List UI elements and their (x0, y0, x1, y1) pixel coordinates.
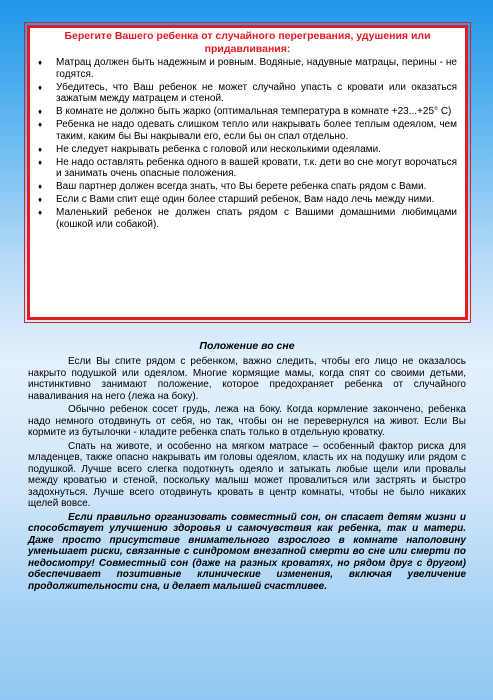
section-title: Положение во сне (199, 340, 295, 352)
list-item (38, 119, 457, 142)
list-item-text: Матрац должен быть надежным и ровным. Водяные, надувные матрацы, перины - не годятся. (56, 57, 457, 80)
warning-list (38, 57, 457, 230)
list-item (38, 106, 457, 118)
list-item (38, 82, 457, 105)
list-item (38, 57, 457, 80)
list-item (38, 157, 457, 180)
paragraph: Спать на животе, и особенно на мягком матрасе – особенный фактор риска для младенцев, также опасно накрывать им головы одеялом, класть их на подушку или рядом с подушкой. Лучше всего слегка подоткнуть одеяло и затыкать любые щели или провалы между кроватью и стеной, поскольку малыш может провалиться или застрять и быстро задохнуться. Лучше всего отодвинуть кровать в центр комнаты, чтобы не было никаких щелей вовсе. (28, 440, 466, 509)
diamond-bullet-icon: ♦ (38, 157, 43, 167)
diamond-bullet-icon: ♦ (38, 58, 43, 67)
list-item-text: Не следует накрывать ребенка с головой или несколькими одеялами. (56, 143, 381, 155)
list-item-text: В комнате не должно быть жарко (оптимальная температура в комнате +23...+25° C) (56, 106, 452, 117)
list-item-text: Ваш партнер должен всегда знать, что Вы берете ребенка спать рядом с Вами. (56, 181, 427, 192)
list-item (38, 181, 457, 193)
warning-title: Берегите Вашего ребенка от случайного перегревания, удушения или придавливания: (64, 30, 431, 55)
diamond-bullet-icon: ♦ (38, 82, 43, 92)
sleep-position-section (28, 340, 466, 594)
diamond-bullet-icon: ♦ (38, 107, 43, 116)
list-item (38, 144, 457, 156)
list-item-text: Не надо оставлять ребенка одного в вашей кровати, т.к. дети во сне могут ворочаться и занимать очень опасные положения. (56, 156, 458, 179)
list-item-text: Маленький ребенок не должен спать рядом с Вашими домашними любимцами (кошкой или собакой). (56, 207, 457, 230)
list-item-text: Ребенка не надо одевать слишком тепло или накрывать более теплым одеялом, чем таким, каким бы Вы накрывали его, если бы он спал отдельно. (56, 119, 457, 142)
list-item-text: Убедитесь, что Ваш ребенок не может случайно упасть с кровати или оказаться зажатым между матрацем и стеной. (56, 81, 457, 104)
diamond-bullet-icon: ♦ (38, 120, 43, 129)
diamond-bullet-icon: ♦ (38, 195, 43, 204)
warning-box (27, 25, 468, 320)
emphasis-paragraph: Если правильно организовать совместный сон, он спасает детям жизни и способствует улучшению здоровья и самочувствия как ребенка, так и матери. Даже просто присутствие внимательного взрослого в комнате наполовину уменьшает риски, связанные с синдромом внезапной смерти во сне или смерти по недосмотру! Совместный сон (даже на разных кроватях, но рядом друг с другом) обеспечивает позитивные клинические изменения, включая увеличение продолжительности сна, и делает малышей счастливее. (28, 511, 466, 592)
paragraph: Обычно ребенок сосет грудь, лежа на боку. Когда кормление закончено, ребенка надо немного отодвинуть от себя, но так, чтобы он не перевернулся на живот. Если Вы кормите из бутылочки - кладите ребенка спать только в отдельную кроватку. (28, 404, 466, 438)
diamond-bullet-icon: ♦ (38, 182, 43, 191)
list-item (38, 207, 457, 230)
diamond-bullet-icon: ♦ (38, 208, 43, 217)
list-item (38, 194, 457, 206)
paragraph: Если Вы спите рядом с ребенком, важно следить, чтобы его лицо не оказалось накрыто подушкой или одеялом. Многие кормящие мамы, когда спят со своими детьми, инстинктивно занимают положение, которое предохраняет ребенка от случайного наваливания на него (лежа на боку). (28, 356, 466, 402)
diamond-bullet-icon: ♦ (38, 144, 43, 154)
list-item-text: Если с Вами спит еще один более старший ребенок, Вам надо лечь между ними. (56, 194, 435, 205)
